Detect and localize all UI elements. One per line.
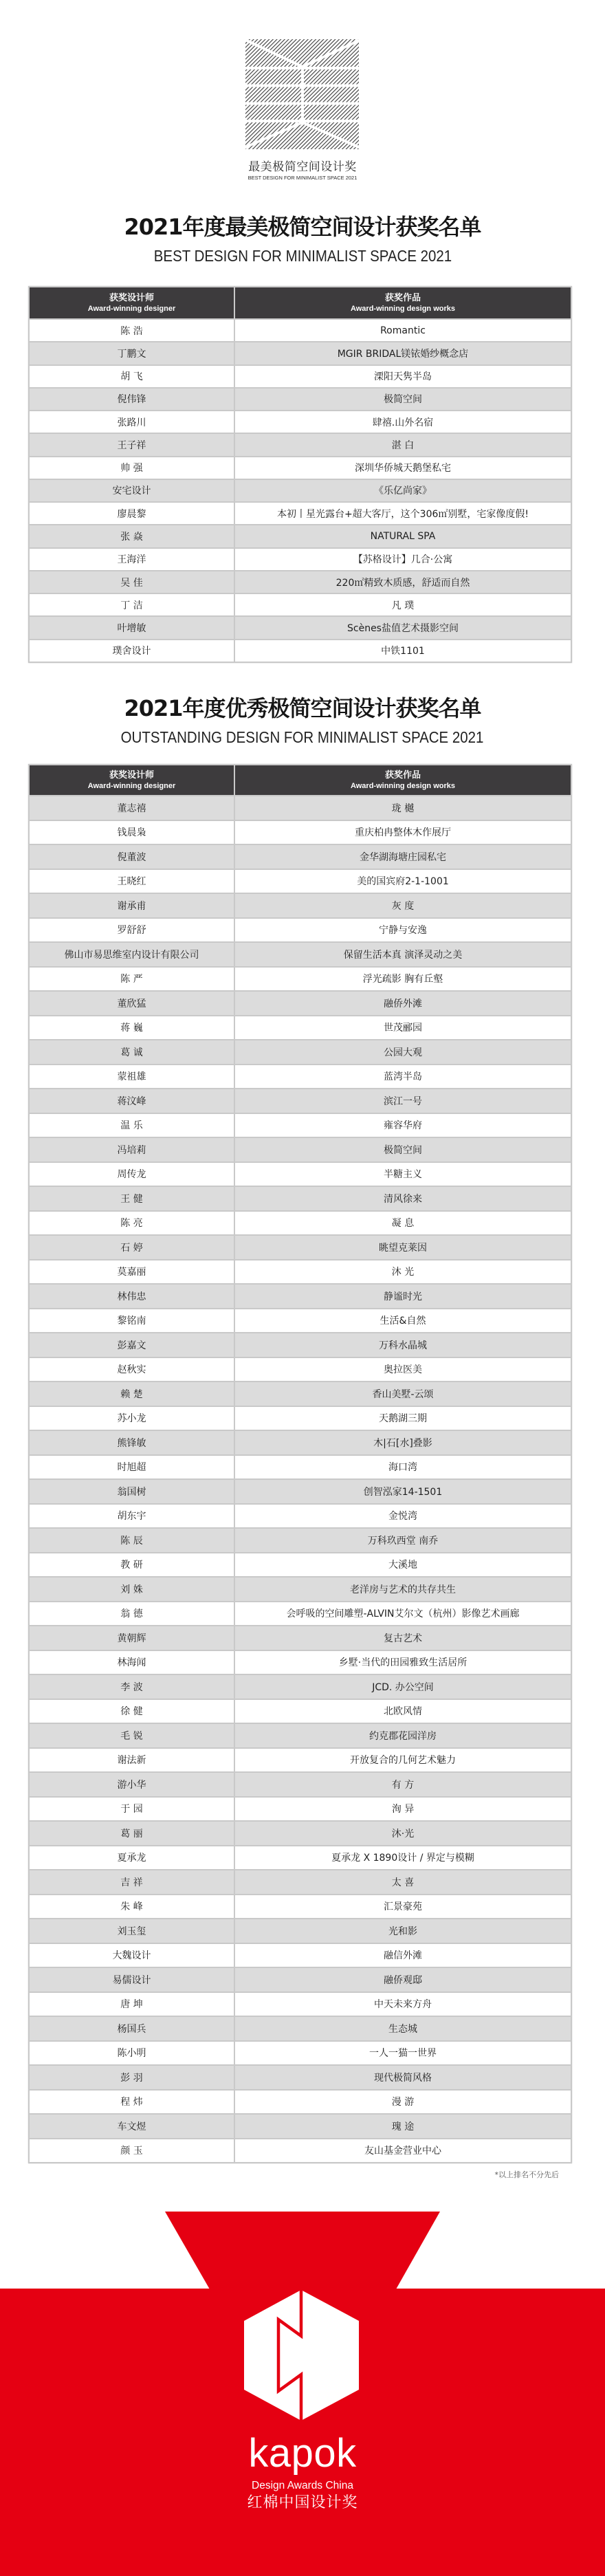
designer-cell: 蒋 巍 bbox=[30, 1016, 235, 1040]
table-row bbox=[30, 966, 571, 991]
designer-cell: 安宅设计 bbox=[30, 480, 235, 501]
table-row bbox=[30, 456, 571, 479]
work-cell: 极简空间 bbox=[384, 1144, 422, 1156]
designer-cell: 夏承龙 bbox=[30, 1846, 235, 1870]
designer-cell: 葛 丽 bbox=[30, 1822, 235, 1845]
designer-cell: 彭嘉文 bbox=[30, 1333, 235, 1357]
work-cell: 金华湖海塘庄园私宅 bbox=[360, 851, 446, 863]
work-cell: 中铁1101 bbox=[381, 646, 425, 657]
section-2-subtitle-text: OUTSTANDING DESIGN FOR MINIMALIST SPACE 2021 bbox=[121, 728, 484, 746]
designer-cell: 董志禧 bbox=[30, 796, 235, 820]
designer-cell: 蒙祖雄 bbox=[30, 1065, 235, 1089]
table-row bbox=[30, 1064, 571, 1089]
designer-cell: 徐 健 bbox=[30, 1700, 235, 1723]
work-cell: 开放复合的几何艺术魅力 bbox=[350, 1755, 456, 1767]
work-cell: 融信外滩 bbox=[384, 1950, 422, 1962]
table-row bbox=[30, 410, 571, 433]
work-cell: NATURAL SPA bbox=[370, 531, 436, 543]
table-row bbox=[30, 1943, 571, 1967]
work-cell: 洵 异 bbox=[391, 1804, 415, 1815]
work-cell: 太 喜 bbox=[391, 1877, 415, 1888]
table-row bbox=[30, 1552, 571, 1577]
work-cell: 蓝湾半岛 bbox=[384, 1071, 422, 1083]
header-works-cn: 获奖作品 bbox=[384, 769, 421, 781]
work-cell: 雍容华府 bbox=[384, 1120, 422, 1132]
table-row bbox=[30, 869, 571, 893]
table-row bbox=[30, 1820, 571, 1845]
table-row bbox=[30, 1796, 571, 1821]
table-row bbox=[30, 1406, 571, 1430]
designer-cell: 于 园 bbox=[30, 1798, 235, 1821]
work-cell: 生态城 bbox=[388, 2023, 417, 2035]
table-row bbox=[30, 1625, 571, 1650]
table-row bbox=[30, 2016, 571, 2040]
designer-cell: 林伟忠 bbox=[30, 1285, 235, 1308]
header-works-en: Award-winning design works bbox=[351, 781, 455, 790]
work-cell: MGIR BRIDAL镁铱婚纱概念店 bbox=[337, 348, 469, 360]
designer-cell: 温 乐 bbox=[30, 1114, 235, 1137]
table-row bbox=[30, 1454, 571, 1479]
work-cell: 金悦湾 bbox=[388, 1511, 417, 1522]
table-row bbox=[30, 615, 571, 638]
table-row bbox=[30, 795, 571, 820]
table-row bbox=[30, 1161, 571, 1186]
table-row bbox=[30, 433, 571, 455]
work-cell: 溧阳天隽半岛 bbox=[374, 371, 432, 383]
designer-cell: 陈小明 bbox=[30, 2042, 235, 2065]
brand-tagline-en: Design Awards China bbox=[252, 2480, 353, 2491]
header-designer-en: Award-winning designer bbox=[87, 304, 176, 313]
work-cell: 会呼吸的空间雕塑-ALVIN艾尔文（杭州）影像艺术画廊 bbox=[286, 1608, 520, 1620]
table-row bbox=[30, 479, 571, 501]
work-cell: 光和影 bbox=[388, 1925, 417, 1937]
designer-cell: 丁 洁 bbox=[30, 594, 235, 615]
work-cell: 瑰 途 bbox=[391, 2121, 415, 2132]
table-row bbox=[30, 1088, 571, 1113]
table-row bbox=[30, 501, 571, 524]
designer-cell: 毛 锐 bbox=[30, 1724, 235, 1747]
table-row bbox=[30, 2138, 571, 2163]
table-row bbox=[30, 1137, 571, 1161]
designer-cell: 王 健 bbox=[30, 1187, 235, 1210]
designer-cell: 胡东宇 bbox=[30, 1505, 235, 1528]
designer-cell: 吉 祥 bbox=[30, 1870, 235, 1894]
work-cell: 生活&自然 bbox=[380, 1316, 426, 1327]
designer-cell: 倪伟锋 bbox=[30, 389, 235, 410]
designer-cell: 莫嘉丽 bbox=[30, 1260, 235, 1284]
outstanding-design-table bbox=[28, 764, 572, 2163]
designer-cell: 倪董波 bbox=[30, 845, 235, 869]
designer-cell: 谢承甫 bbox=[30, 894, 235, 917]
section-1-subtitle-text: BEST DESIGN FOR MINIMALIST SPACE 2021 bbox=[153, 247, 452, 265]
designer-cell: 罗舒舒 bbox=[30, 919, 235, 942]
table-row bbox=[30, 1430, 571, 1454]
table-row bbox=[30, 1674, 571, 1699]
work-cell: 大溪地 bbox=[388, 1560, 417, 1571]
table-row bbox=[30, 941, 571, 966]
section-1-subtitle bbox=[0, 246, 605, 265]
emblem-title-cn: 最美极简空间设计奖 bbox=[248, 160, 357, 174]
work-cell: 汇景豪苑 bbox=[384, 1901, 422, 1913]
table-row bbox=[30, 820, 571, 844]
work-cell: 保留生活本真 演泽灵动之美 bbox=[343, 949, 463, 961]
work-cell: 凡 璞 bbox=[391, 600, 415, 611]
ranking-note: *以上排名不分先后 bbox=[494, 2170, 559, 2179]
table-row bbox=[30, 990, 571, 1015]
table-row bbox=[30, 1234, 571, 1259]
work-cell: 香山美墅-云颂 bbox=[372, 1388, 434, 1400]
work-cell: 沐 光 bbox=[391, 1267, 415, 1278]
designer-cell: 帅 强 bbox=[30, 457, 235, 479]
table-row bbox=[30, 1381, 571, 1406]
table-row bbox=[30, 1576, 571, 1601]
designer-cell: 葛 诚 bbox=[30, 1040, 235, 1064]
designer-cell: 熊锋敏 bbox=[30, 1431, 235, 1454]
designer-cell: 张 焱 bbox=[30, 525, 235, 547]
work-cell: 老洋房与艺术的共存共生 bbox=[350, 1584, 456, 1595]
work-cell: 重庆柏冉整体木作展厅 bbox=[355, 827, 451, 839]
table-row bbox=[30, 524, 571, 547]
designer-cell: 教 研 bbox=[30, 1553, 235, 1577]
designer-cell: 唐 坤 bbox=[30, 1993, 235, 2016]
table-row bbox=[30, 1747, 571, 1772]
work-cell: JCD. 办公空间 bbox=[372, 1681, 434, 1693]
brand-wordmark: kapok bbox=[248, 2431, 357, 2476]
work-cell: 创智泓家14-1501 bbox=[363, 1486, 443, 1498]
table-row bbox=[30, 1869, 571, 1894]
header-designer-cn: 获奖设计师 bbox=[109, 769, 154, 781]
designer-cell: 张路川 bbox=[30, 411, 235, 433]
work-cell: 眺望克莱因 bbox=[379, 1242, 427, 1254]
work-cell: 融侨观邸 bbox=[384, 1974, 422, 1986]
designer-cell: 朱 峰 bbox=[30, 1895, 235, 1919]
work-cell: Scènes盐值艺术摄影空间 bbox=[347, 623, 459, 635]
header-works bbox=[235, 765, 571, 795]
designer-cell: 车文煜 bbox=[30, 2115, 235, 2138]
designer-cell: 易儒设计 bbox=[30, 1968, 235, 1991]
work-cell: 天鹅湖三期 bbox=[379, 1413, 427, 1425]
designer-cell: 蒋汶峰 bbox=[30, 1089, 235, 1113]
designer-cell: 吴 佳 bbox=[30, 571, 235, 593]
work-cell: 本初丨星光露台+超大客厅，这个306㎡别墅，宅家像度假! bbox=[276, 508, 529, 520]
table-header bbox=[30, 765, 571, 795]
minimalist-award-emblem-icon bbox=[245, 39, 359, 149]
work-cell: 奥拉医美 bbox=[384, 1364, 422, 1376]
table-row bbox=[30, 1699, 571, 1723]
designer-cell: 冯培莉 bbox=[30, 1138, 235, 1161]
designer-cell: 赖 楚 bbox=[30, 1382, 235, 1406]
header-works-cn: 获奖作品 bbox=[384, 292, 421, 303]
designer-cell: 陈 亮 bbox=[30, 1212, 235, 1235]
designer-cell: 陈 辰 bbox=[30, 1529, 235, 1552]
designer-cell: 璞舍设计 bbox=[30, 640, 235, 662]
work-cell: 220㎡精致木质感，舒适而自然 bbox=[336, 577, 470, 589]
work-cell: 融侨外滩 bbox=[384, 998, 422, 1009]
designer-cell: 刘玉玺 bbox=[30, 1919, 235, 1943]
best-design-table bbox=[28, 286, 572, 663]
work-cell: 北欧风情 bbox=[384, 1706, 422, 1718]
table-row bbox=[30, 1650, 571, 1674]
work-cell: 【苏格设计】几合·公寓 bbox=[353, 554, 453, 566]
designer-cell: 颜 玉 bbox=[30, 2139, 235, 2163]
table-row bbox=[30, 639, 571, 662]
work-cell: 友山基金营业中心 bbox=[364, 2146, 441, 2157]
designer-cell: 王子祥 bbox=[30, 434, 235, 455]
work-cell: 美的国宾府2-1-1001 bbox=[357, 876, 449, 888]
designer-cell: 程 炜 bbox=[30, 2091, 235, 2114]
table-row bbox=[30, 1308, 571, 1333]
work-cell: 珑 樾 bbox=[391, 803, 415, 814]
designer-cell: 胡 飞 bbox=[30, 366, 235, 387]
work-cell: 湛 白 bbox=[391, 439, 415, 451]
work-cell: 《乐亿尚家》 bbox=[374, 485, 432, 497]
work-cell: 漫 游 bbox=[391, 2097, 415, 2108]
footer-red-banner bbox=[0, 2212, 605, 2576]
work-cell: 万科水晶城 bbox=[379, 1340, 427, 1351]
work-cell: 肆禧.山外名宿 bbox=[372, 417, 434, 428]
header-designer-en: Award-winning designer bbox=[87, 781, 176, 790]
table-row bbox=[30, 1186, 571, 1210]
work-cell: 公园大观 bbox=[384, 1047, 422, 1058]
designer-cell: 李 波 bbox=[30, 1675, 235, 1699]
designer-cell: 廖晨黎 bbox=[30, 503, 235, 524]
table-row bbox=[30, 917, 571, 942]
section-1-title: 2021年度最美极简空间设计获奖名单 bbox=[124, 214, 481, 240]
work-cell: 有 方 bbox=[391, 1779, 415, 1791]
designer-cell: 刘 姝 bbox=[30, 1578, 235, 1601]
section-2-title: 2021年度优秀极简空间设计获奖名单 bbox=[124, 695, 481, 721]
table-row bbox=[30, 1845, 571, 1870]
table-row bbox=[30, 1015, 571, 1040]
work-cell: 万科玖西堂 南乔 bbox=[367, 1535, 439, 1547]
designer-cell: 石 婷 bbox=[30, 1236, 235, 1259]
designer-cell: 董欣猛 bbox=[30, 992, 235, 1015]
designer-cell: 赵秋实 bbox=[30, 1358, 235, 1382]
table-row bbox=[30, 1967, 571, 1991]
table-row bbox=[30, 1894, 571, 1919]
work-cell: 半糖主义 bbox=[384, 1169, 422, 1181]
designer-cell: 大魏设计 bbox=[30, 1944, 235, 1967]
table-row bbox=[30, 1771, 571, 1796]
table-row bbox=[30, 1259, 571, 1284]
designer-cell: 林海闻 bbox=[30, 1651, 235, 1674]
work-cell: 清风徐来 bbox=[384, 1193, 422, 1205]
brand-tagline-cn: 红棉中国设计奖 bbox=[247, 2494, 358, 2511]
work-cell: 浮光疏影 胸有丘壑 bbox=[362, 974, 443, 985]
header-works bbox=[235, 287, 571, 318]
designer-cell: 钱晨枭 bbox=[30, 821, 235, 844]
table-row bbox=[30, 1039, 571, 1064]
table-row bbox=[30, 1357, 571, 1382]
work-cell: 海口湾 bbox=[388, 1462, 417, 1474]
designer-cell: 陈 浩 bbox=[30, 320, 235, 341]
work-cell: 约克郡花园洋房 bbox=[369, 1730, 437, 1742]
designer-cell: 佛山市易思维室内设计有限公司 bbox=[30, 943, 235, 966]
work-cell: 沐·光 bbox=[391, 1828, 415, 1840]
table-row bbox=[30, 1332, 571, 1357]
work-cell: 夏承龙 X 1890设计 / 界定与模糊 bbox=[331, 1853, 474, 1864]
table-row bbox=[30, 1283, 571, 1308]
designer-cell: 时旭超 bbox=[30, 1456, 235, 1479]
table-row bbox=[30, 1918, 571, 1943]
table-header bbox=[30, 287, 571, 318]
header-designer-cn: 获奖设计师 bbox=[109, 292, 154, 303]
header-designer bbox=[30, 765, 235, 795]
table-row bbox=[30, 341, 571, 364]
designer-cell: 周传龙 bbox=[30, 1163, 235, 1186]
designer-cell: 谢法新 bbox=[30, 1749, 235, 1772]
work-cell: 中天未来方舟 bbox=[374, 1999, 432, 2011]
designer-cell: 翁国树 bbox=[30, 1480, 235, 1503]
work-cell: 滨江一号 bbox=[384, 1095, 422, 1107]
table-row bbox=[30, 893, 571, 917]
table-row bbox=[30, 1210, 571, 1235]
work-cell: 凝 息 bbox=[391, 1218, 415, 1230]
table-row bbox=[30, 2113, 571, 2138]
table-row bbox=[30, 547, 571, 570]
designer-cell: 彭 羽 bbox=[30, 2066, 235, 2089]
header-works-en: Award-winning design works bbox=[351, 304, 455, 313]
table-row bbox=[30, 1601, 571, 1626]
work-cell: 深圳华侨城天鹅堡私宅 bbox=[355, 463, 451, 474]
designer-cell: 王海洋 bbox=[30, 549, 235, 570]
table-row bbox=[30, 2040, 571, 2065]
work-cell: 灰 度 bbox=[391, 900, 415, 912]
table-row bbox=[30, 844, 571, 869]
table-row bbox=[30, 387, 571, 410]
work-cell: 宁静与安逸 bbox=[379, 925, 427, 937]
section-2-subtitle bbox=[0, 728, 605, 747]
work-cell: 世茂郦园 bbox=[384, 1023, 422, 1034]
designer-cell: 杨国兵 bbox=[30, 2017, 235, 2040]
designer-cell: 王晓红 bbox=[30, 870, 235, 893]
table-row bbox=[30, 2064, 571, 2089]
work-cell: 静谧时光 bbox=[384, 1291, 422, 1302]
designer-cell: 翁 德 bbox=[30, 1602, 235, 1626]
table-row bbox=[30, 1113, 571, 1137]
emblem-title-en: BEST DESIGN FOR MINIMALIST SPACE 2021 bbox=[248, 175, 358, 181]
designer-cell: 游小华 bbox=[30, 1773, 235, 1796]
table-row bbox=[30, 2089, 571, 2114]
table-row bbox=[30, 570, 571, 593]
table-row bbox=[30, 1723, 571, 1747]
table-row bbox=[30, 593, 571, 615]
designer-cell: 黄朝辉 bbox=[30, 1626, 235, 1650]
designer-cell: 陈 严 bbox=[30, 968, 235, 991]
designer-cell: 叶增敏 bbox=[30, 617, 235, 638]
work-cell: Romantic bbox=[380, 325, 426, 336]
designer-cell: 苏小龙 bbox=[30, 1407, 235, 1430]
work-cell: 极简空间 bbox=[384, 394, 422, 406]
table-row bbox=[30, 1991, 571, 2016]
header-designer bbox=[30, 287, 235, 318]
designer-cell: 丁鹏文 bbox=[30, 342, 235, 364]
table-row bbox=[30, 1478, 571, 1503]
table-row bbox=[30, 1527, 571, 1552]
table-row bbox=[30, 364, 571, 387]
work-cell: 一人一猫一世界 bbox=[369, 2048, 437, 2060]
table-row bbox=[30, 318, 571, 341]
table-row bbox=[30, 1503, 571, 1528]
work-cell: 木|石[水]叠影 bbox=[373, 1437, 432, 1449]
designer-cell: 黎铭南 bbox=[30, 1309, 235, 1333]
work-cell: 乡墅·当代的田园雅致生活居所 bbox=[338, 1657, 468, 1669]
work-cell: 复古艺术 bbox=[384, 1633, 422, 1644]
work-cell: 现代极简风格 bbox=[374, 2072, 432, 2084]
